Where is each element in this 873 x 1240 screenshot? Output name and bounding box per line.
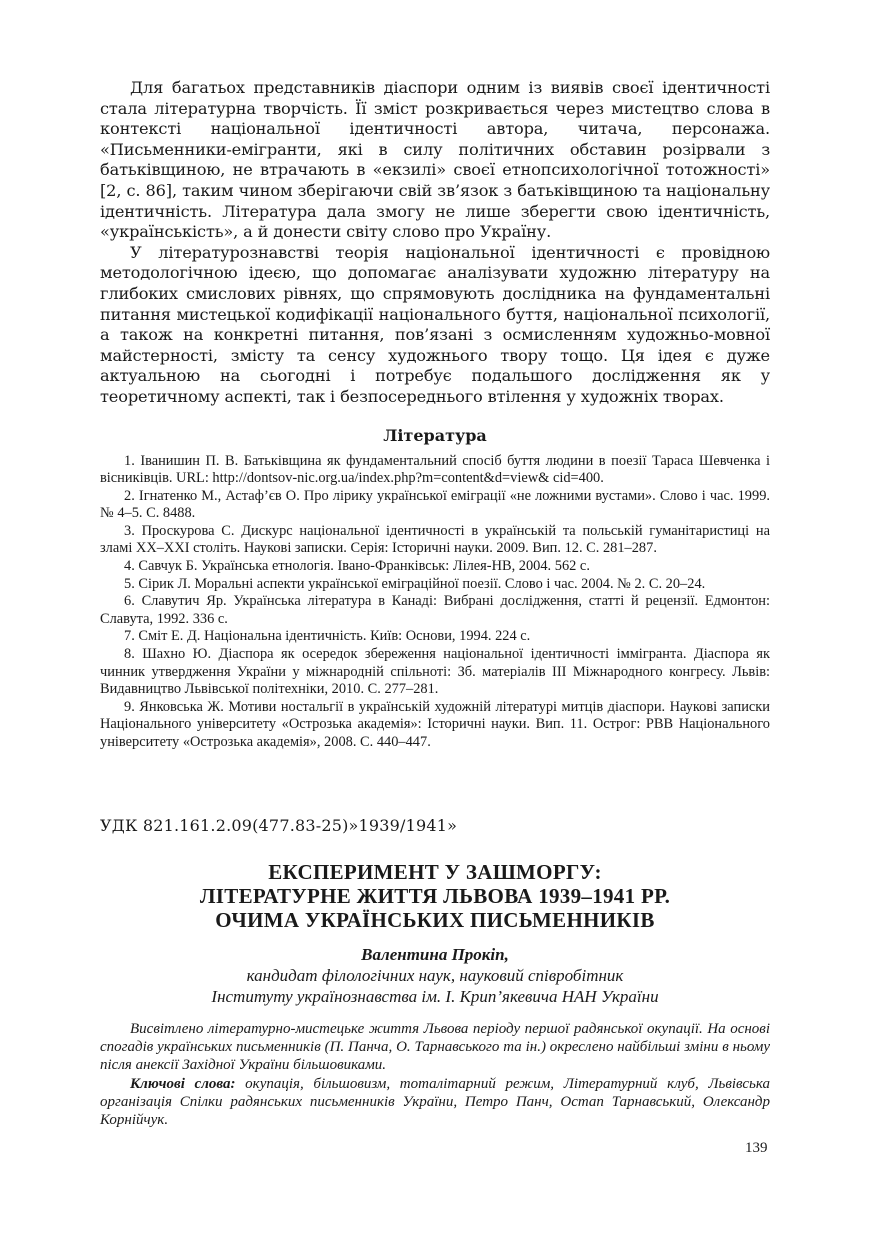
author-block [100, 944, 770, 1007]
keywords-line [100, 1075, 770, 1130]
author-name: Валентина Прокіп, [361, 945, 509, 964]
body-paragraph-1: Для багатьох представників діаспори одним із виявів своєї ідентичності стала літературна творчість. Її зміст розкривається через мистецтво слова в контексті національної ідентичності автора, читача, персонажа. «Письменники-емігранти, які в силу політичних обставин розірвали з батьківщиною, не втрачають в «екзилі» своєї етнопсихологічної тотожності» [2, с. 86], таким чином зберігаючи свій зв’язок з батьківщиною та національну ідентичність. Література дала змогу не лише зберегти свою ідентичність, «українськість», а й донести світу слово про Україну. [100, 78, 770, 242]
author-position: кандидат філологічних наук, науковий співробітник [246, 966, 624, 985]
reference-item: 9. Янковська Ж. Мотиви ностальгії в українській художній літературі митців діаспори. Наукові записки Національного університету «Острозька академія»: Історичні науки. Вип. 11. Острог: РВВ Національного університету «Острозька академія», 2008. С. 440–447. [100, 698, 770, 750]
article-title [100, 860, 770, 932]
keywords-text: окупація, більшовизм, тоталітарний режим, Літературний клуб, Львівська організація Спілки радянських письменників України, Петро Панч, Остап Тарнавський, Олександр Корнійчук. [100, 1075, 770, 1129]
reference-item: 1. Іванишин П. В. Батьківщина як фундаментальний спосіб буття людини в поезії Тараса Шевченка і вісниківців. URL: http://dontsov-nic.org.ua/index.php?m=content&d=view& cid=400. [100, 452, 770, 487]
references-list [100, 453, 770, 752]
reference-item: 5. Сірик Л. Моральні аспекти української еміграційної поезії. Слово і час. 2004. № 2. С. 20–24. [124, 575, 706, 592]
abstract-block [100, 1020, 770, 1129]
udk-code: УДК 821.161.2.09(477.83-25)»1939/1941» [100, 816, 458, 835]
references-heading: Література [383, 425, 487, 445]
body-paragraph-2: У літературознавстві теорія національної ідентичності є провідною методологічною ідеєю, що допомагає аналізувати художню літературу на глибоких смислових рівнях, що спрямовують дослідника на фундаментальні питання мистецької кодифікації національного буття, національної психології, а також на конкретні питання, пов’язані з осмисленням художньо-мовної майстерності, змісту та сенсу художнього твору тощо. Ця ідея є дуже актуальною на сьогодні і потребує подальшого дослідження як у теоретичному аспекті, так і безпосереднього втілення у художніх творах. [100, 242, 770, 406]
article-title-line-2: ЛІТЕРАТУРНЕ ЖИТТЯ ЛЬВОВА 1939–1941 РР. [199, 884, 671, 908]
page-number: 139 [745, 1140, 768, 1156]
reference-item: 7. Сміт Е. Д. Національна ідентичність. Київ: Основи, 1994. 224 с. [124, 628, 531, 645]
abstract-text: Висвітлено літературно-мистецьке життя Львова періоду першої радянської окупації. На основі спогадів українських письменників (П. Панча, О. Тарнавського та ін.) окреслено найбільші зміни в ньому після анексії Західної України більшовиками. [100, 1021, 770, 1074]
keywords-label: Ключові слова: [130, 1075, 236, 1092]
reference-item: 4. Савчук Б. Українська етнологія. Івано-Франківськ: Лілея-НВ, 2004. 562 с. [124, 558, 590, 575]
reference-item: 8. Шахно Ю. Діаспора як осередок збереження національної ідентичності іммігранта. Діаспора як чинник утвердження України у міжнародній спільноті: Зб. матеріалів III Міжнародного конгресу. Львів: Видавництво Львівської політехніки, 2010. С. 277–281. [100, 646, 770, 698]
reference-item: 2. Ігнатенко М., Астаф’єв О. Про лірику української еміграції «не ложними вустами». Слово і час. 1999. № 4–5. С. 8488. [100, 487, 770, 522]
article-title-line-3: ОЧИМА УКРАЇНСЬКИХ ПИСЬМЕННИКІВ [215, 908, 655, 932]
reference-item: 6. Славутич Яр. Українська література в Канаді: Вибрані дослідження, статті й рецензії. Едмонтон: Славута, 1992. 336 с. [100, 593, 770, 627]
page-body [100, 78, 770, 752]
article-title-line-1: ЕКСПЕРИМЕНТ У ЗАШМОРГУ: [268, 860, 602, 884]
reference-item: 3. Проскурова С. Дискурс національної ідентичності в українській та польській гуманітаристиці на зламі XX–XXI століть. Наукові записки. Серія: Історичні науки. 2009. Вип. 12. С. 281–287. [100, 522, 770, 557]
author-institution: Інституту українознавства ім. І. Крип’якевича НАН України [211, 987, 659, 1006]
